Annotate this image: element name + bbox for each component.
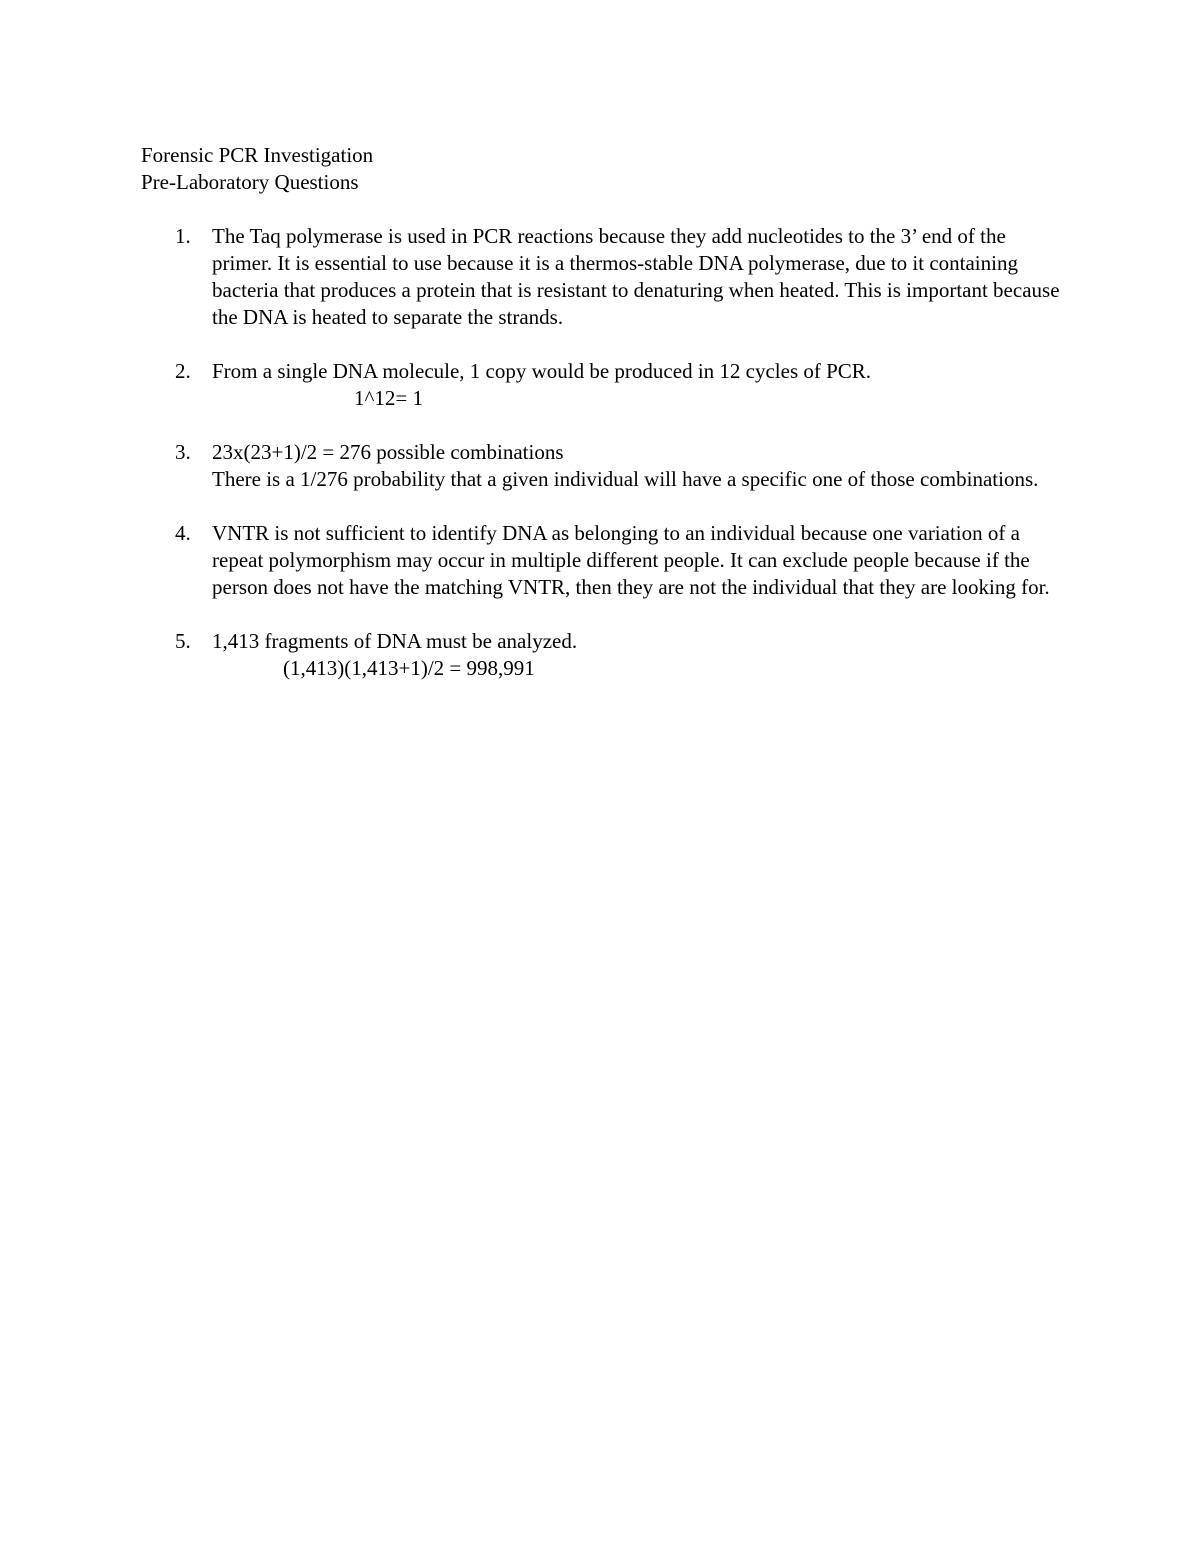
question-answer — [212, 358, 1071, 412]
question-answer — [212, 439, 1071, 493]
document-header — [141, 142, 1041, 196]
answer-formula: (1,413)(1,413+1)/2 = 998,991 — [283, 656, 535, 680]
question-answer — [212, 520, 1071, 601]
document-subtitle: Pre-Laboratory Questions — [141, 170, 359, 194]
question-item-2 — [141, 358, 1071, 412]
question-number: 4. — [175, 521, 191, 545]
question-item-1 — [141, 223, 1071, 331]
question-answer — [212, 223, 1071, 331]
answer-text: The Taq polymerase is used in PCR reactions because they add nucleotides to the 3’ end of the primer. It is essential to use because it is a thermos-stable DNA polymerase, due to it containing bacteria that produces a protein that is resistant to denaturing when heated. This is important because the DNA is heated to separate the strands. — [212, 224, 1060, 329]
question-number: 3. — [175, 440, 191, 464]
answer-text: 1,413 fragments of DNA must be analyzed. — [212, 629, 578, 653]
answer-text-continued: There is a 1/276 probability that a given individual will have a specific one of those combinations. — [212, 467, 1039, 491]
answer-text: VNTR is not sufficient to identify DNA as belonging to an individual because one variation of a repeat polymorphism may occur in multiple different people. It can exclude people because if the person does not have the matching VNTR, then they are not the individual that they are looking for. — [212, 521, 1050, 599]
question-item-3 — [141, 439, 1071, 493]
question-item-5 — [141, 628, 1071, 682]
answer-text: From a single DNA molecule, 1 copy would be produced in 12 cycles of PCR. — [212, 359, 872, 383]
question-number: 1. — [175, 224, 191, 248]
question-item-4 — [141, 520, 1071, 601]
question-list — [141, 223, 1071, 709]
question-number: 5. — [175, 629, 191, 653]
answer-formula: 1^12= 1 — [354, 386, 423, 410]
question-number: 2. — [175, 359, 191, 383]
document-title: Forensic PCR Investigation — [141, 143, 374, 167]
answer-text: 23x(23+1)/2 = 276 possible combinations — [212, 440, 564, 464]
question-answer — [212, 628, 1071, 682]
